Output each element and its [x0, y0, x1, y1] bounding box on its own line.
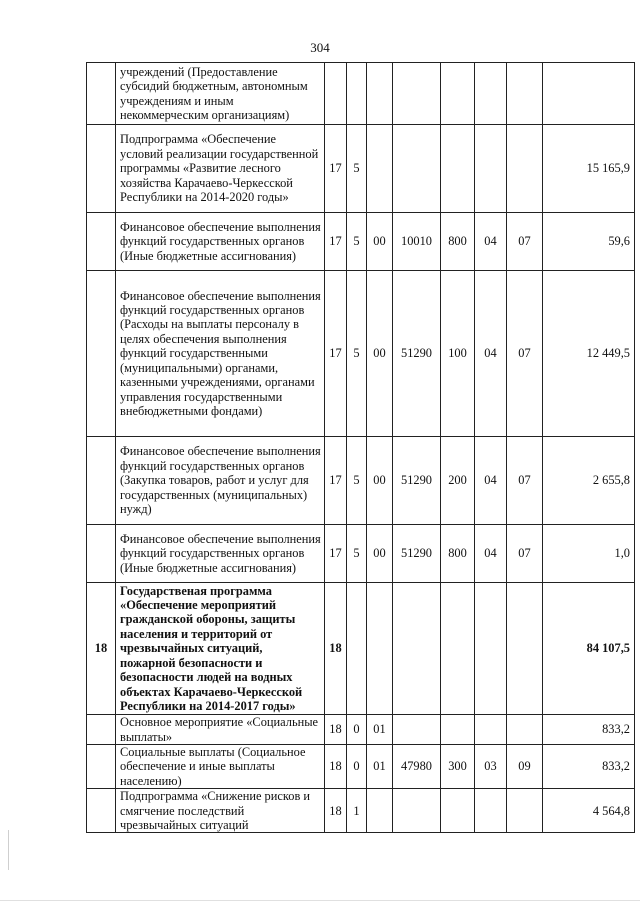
code-section	[475, 63, 507, 125]
row-amount: 833,2	[543, 715, 635, 745]
code-target	[393, 125, 441, 213]
row-number	[87, 437, 116, 525]
row-amount: 15 165,9	[543, 125, 635, 213]
code-target: 51290	[393, 271, 441, 437]
code-expense-type: 800	[441, 525, 475, 583]
code-subsection: 07	[507, 437, 543, 525]
code-section: 04	[475, 213, 507, 271]
code-program: 0	[347, 745, 367, 789]
code-expense-type: 100	[441, 271, 475, 437]
table-body	[87, 63, 635, 833]
code-expense-type	[441, 125, 475, 213]
code-subsection: 07	[507, 525, 543, 583]
budget-table	[86, 62, 635, 833]
code-program: 1	[347, 789, 367, 833]
code-subsection: 09	[507, 745, 543, 789]
code-expense-type	[441, 715, 475, 745]
code-target: 51290	[393, 437, 441, 525]
row-number	[87, 715, 116, 745]
code-ministry: 18	[325, 745, 347, 789]
row-number	[87, 63, 116, 125]
row-amount: 84 107,5	[543, 583, 635, 715]
code-subprogram	[367, 789, 393, 833]
row-number	[87, 745, 116, 789]
code-subsection	[507, 789, 543, 833]
row-description: Социальные выплаты (Социальное обеспечение и иные выплаты населению)	[116, 745, 325, 789]
code-expense-type: 300	[441, 745, 475, 789]
code-target: 51290	[393, 525, 441, 583]
code-expense-type: 800	[441, 213, 475, 271]
code-ministry: 18	[325, 715, 347, 745]
row-description: Подпрограмма «Обеспечение условий реализации государственной программы «Развитие лесного хозяйства Карачаево-Черкесской Республики на 2014-2020 годы»	[116, 125, 325, 213]
code-ministry: 17	[325, 437, 347, 525]
code-program: 5	[347, 525, 367, 583]
row-number	[87, 125, 116, 213]
code-target	[393, 715, 441, 745]
code-program: 0	[347, 715, 367, 745]
row-description: Подпрограмма «Снижение рисков и смягчение последствий чрезвычайных ситуаций	[116, 789, 325, 833]
code-target	[393, 63, 441, 125]
code-target	[393, 789, 441, 833]
code-target	[393, 583, 441, 715]
table-row	[87, 125, 635, 213]
code-section	[475, 789, 507, 833]
code-subprogram: 01	[367, 715, 393, 745]
code-program: 5	[347, 125, 367, 213]
code-subprogram: 01	[367, 745, 393, 789]
code-ministry: 17	[325, 525, 347, 583]
table-row	[87, 213, 635, 271]
code-subprogram: 00	[367, 271, 393, 437]
row-description: Государственая программа «Обеспечение мероприятий гражданской обороны, защиты населения и территорий от чрезвычайных ситуаций, пожарной безопасности и безопасности людей на водных объектах Карачаево-Черкесской Республики на 2014-2017 годы»	[116, 583, 325, 715]
table-row	[87, 715, 635, 745]
code-program: 5	[347, 213, 367, 271]
code-ministry: 17	[325, 125, 347, 213]
table-row	[87, 789, 635, 833]
code-expense-type	[441, 583, 475, 715]
code-section: 04	[475, 525, 507, 583]
code-target: 10010	[393, 213, 441, 271]
code-ministry: 18	[325, 789, 347, 833]
row-description: Финансовое обеспечение выполнения функций государственных органов (Расходы на выплаты персоналу в целях обеспечения выполнения функций государственными (муниципальными) органами, казенными учреждениями, органами управления государственными внебюджетными фондами)	[116, 271, 325, 437]
table-row	[87, 63, 635, 125]
code-section	[475, 715, 507, 745]
row-amount: 12 449,5	[543, 271, 635, 437]
code-expense-type: 200	[441, 437, 475, 525]
code-expense-type	[441, 63, 475, 125]
code-subsection: 07	[507, 213, 543, 271]
table-row	[87, 271, 635, 437]
code-subprogram: 00	[367, 437, 393, 525]
code-program: 5	[347, 437, 367, 525]
row-description: Финансовое обеспечение выполнения функций государственных органов (Иные бюджетные ассигнования)	[116, 525, 325, 583]
code-ministry: 17	[325, 213, 347, 271]
page-edge	[0, 900, 640, 901]
code-ministry	[325, 63, 347, 125]
table-row	[87, 745, 635, 789]
row-amount: 833,2	[543, 745, 635, 789]
code-subsection	[507, 715, 543, 745]
code-subsection	[507, 583, 543, 715]
code-expense-type	[441, 789, 475, 833]
code-section: 03	[475, 745, 507, 789]
row-amount	[543, 63, 635, 125]
row-number	[87, 789, 116, 833]
scan-artifact	[8, 830, 9, 870]
row-amount: 2 655,8	[543, 437, 635, 525]
row-number	[87, 213, 116, 271]
code-program	[347, 583, 367, 715]
code-section	[475, 583, 507, 715]
code-subprogram: 00	[367, 525, 393, 583]
code-subprogram	[367, 125, 393, 213]
row-description: учреждений (Предоставление субсидий бюджетным, автономным учреждениям и иным некоммерческим организациям)	[116, 63, 325, 125]
table-row	[87, 583, 635, 715]
row-number: 18	[87, 583, 116, 715]
code-ministry: 18	[325, 583, 347, 715]
code-program	[347, 63, 367, 125]
code-subprogram	[367, 583, 393, 715]
row-number	[87, 271, 116, 437]
code-subsection	[507, 63, 543, 125]
code-ministry: 17	[325, 271, 347, 437]
page-number: 304	[310, 40, 330, 55]
code-section	[475, 125, 507, 213]
row-amount: 4 564,8	[543, 789, 635, 833]
row-amount: 59,6	[543, 213, 635, 271]
row-description: Основное мероприятие «Социальные выплаты»	[116, 715, 325, 745]
row-description: Финансовое обеспечение выполнения функций государственных органов (Иные бюджетные ассигнования)	[116, 213, 325, 271]
code-subprogram: 00	[367, 213, 393, 271]
table-row	[87, 437, 635, 525]
row-number	[87, 525, 116, 583]
code-target: 47980	[393, 745, 441, 789]
code-program: 5	[347, 271, 367, 437]
code-subprogram	[367, 63, 393, 125]
code-section: 04	[475, 437, 507, 525]
code-section: 04	[475, 271, 507, 437]
table-row	[87, 525, 635, 583]
code-subsection	[507, 125, 543, 213]
row-amount: 1,0	[543, 525, 635, 583]
code-subsection: 07	[507, 271, 543, 437]
row-description: Финансовое обеспечение выполнения функций государственных органов (Закупка товаров, работ и услуг для государственных (муниципальных) нужд)	[116, 437, 325, 525]
